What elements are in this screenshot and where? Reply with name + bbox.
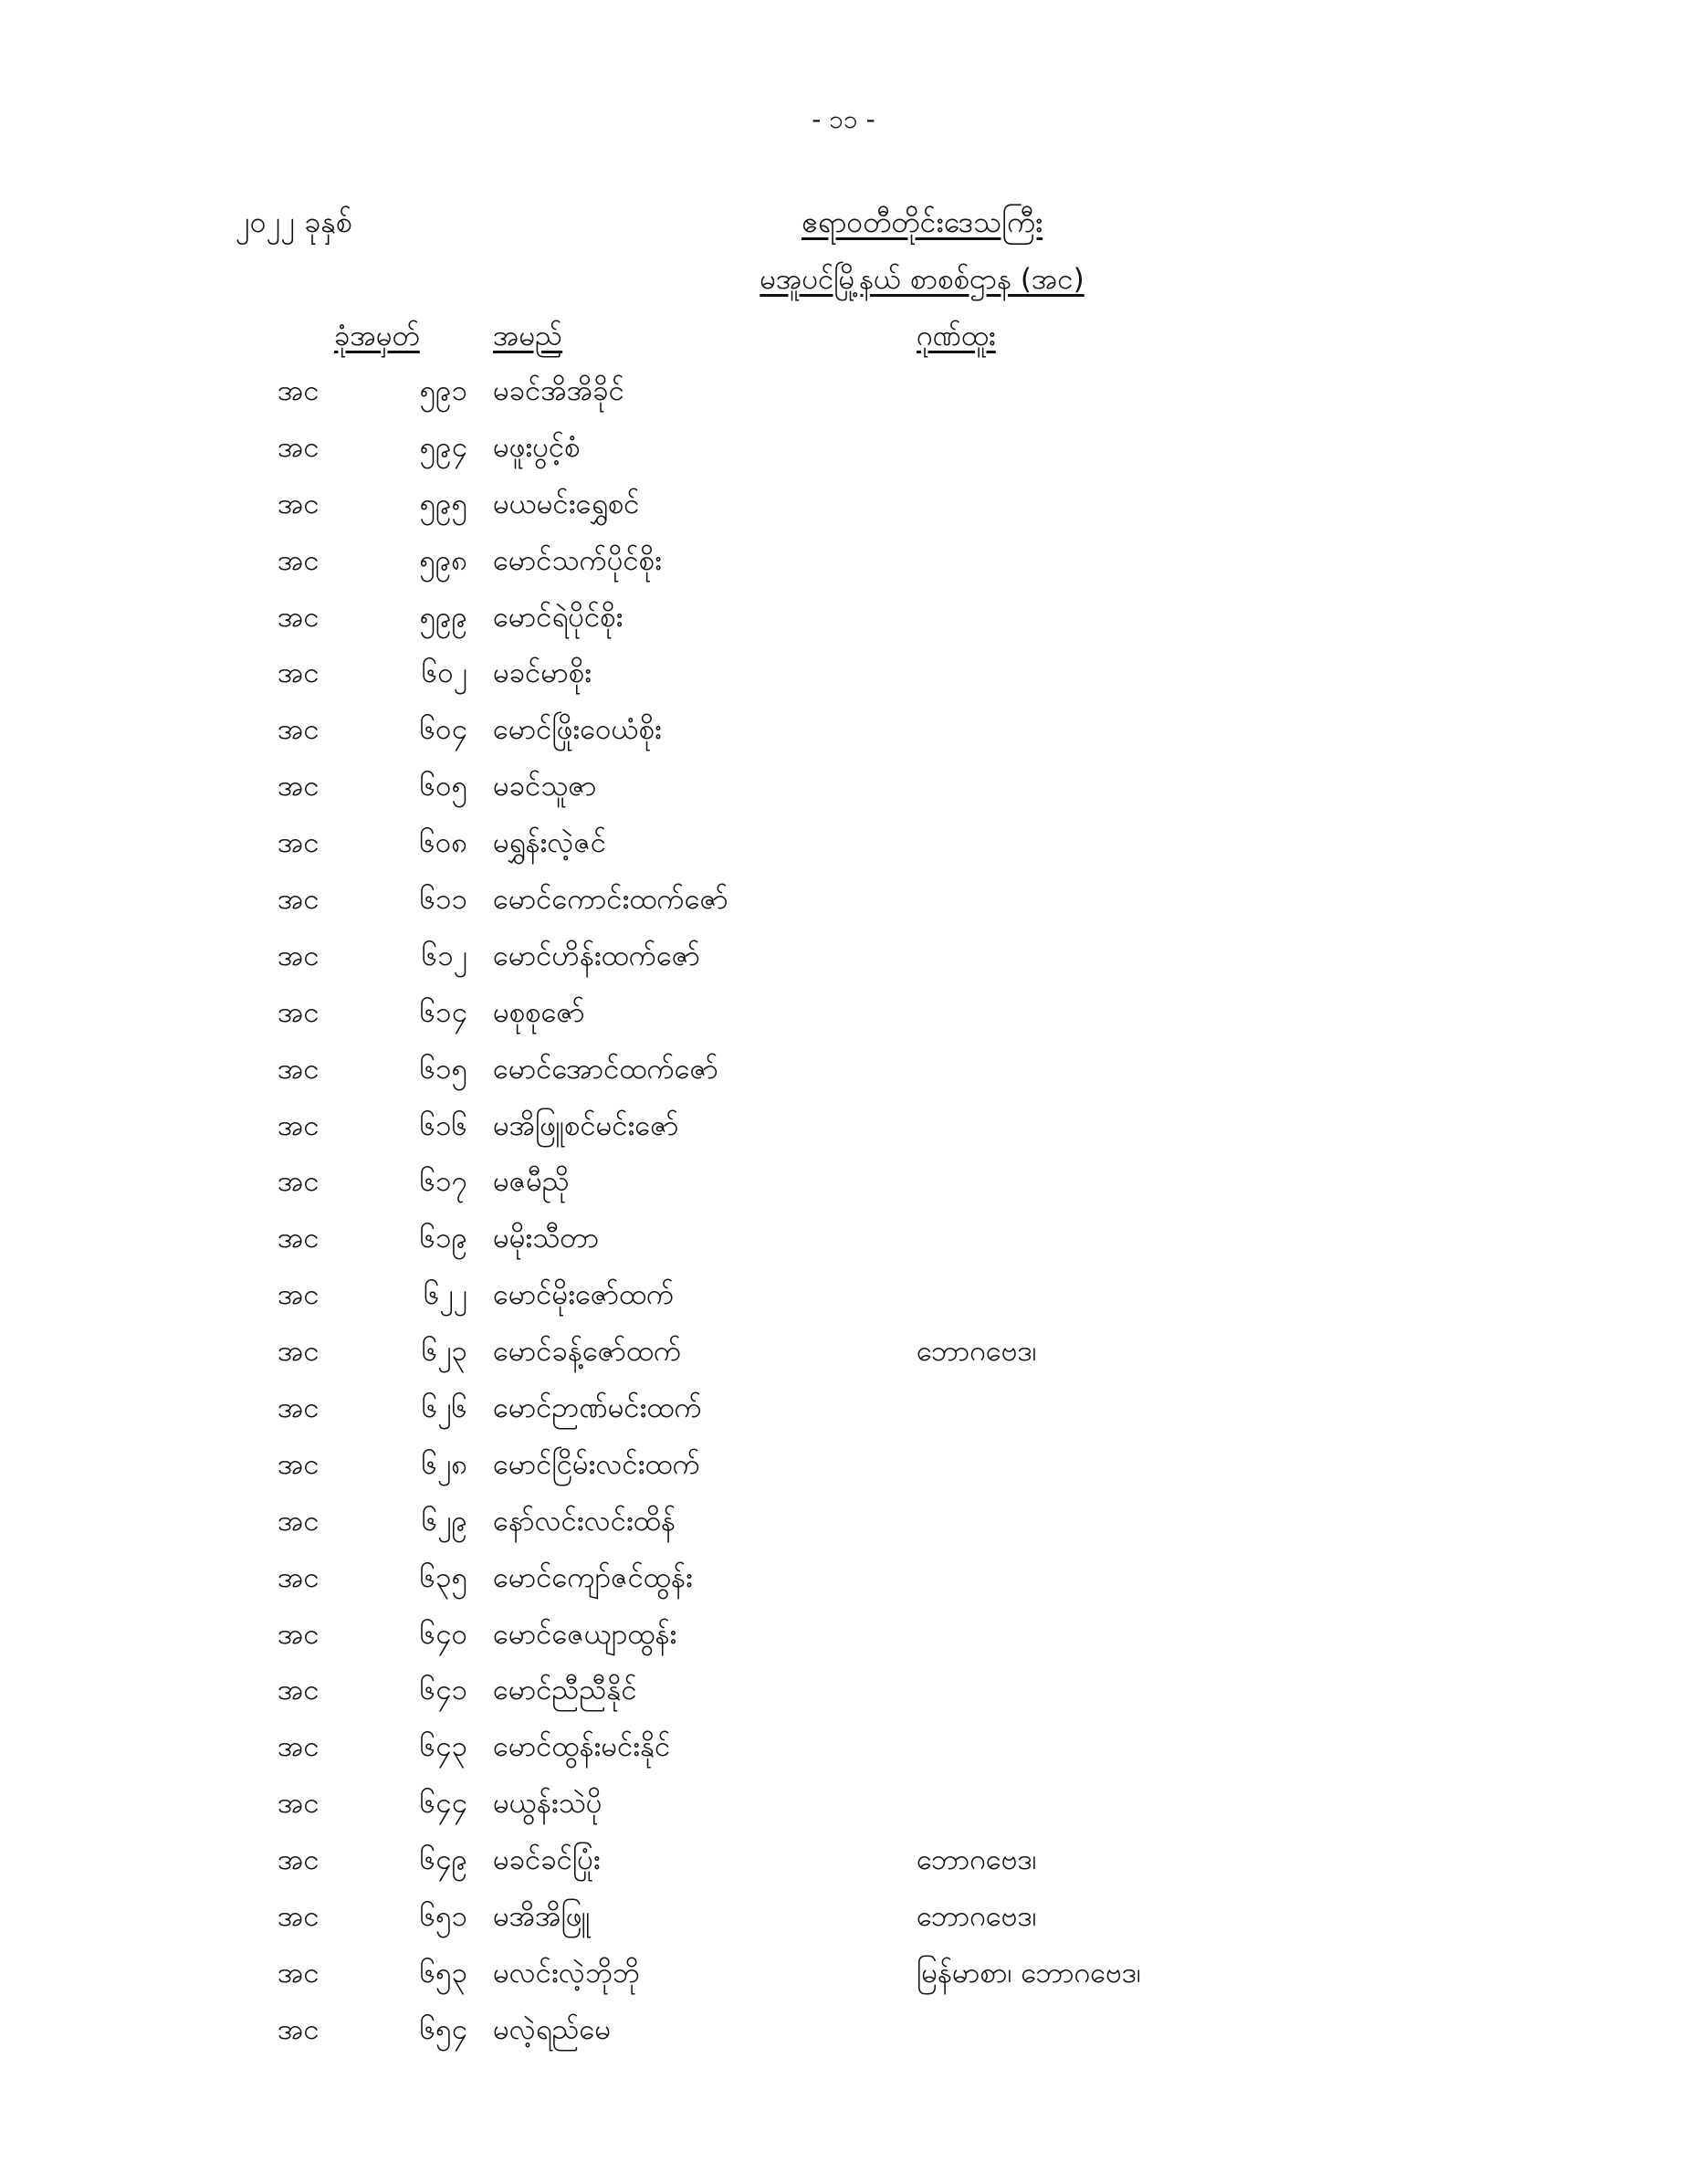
roll-number: ၅၉၈ <box>419 543 467 577</box>
student-name: မခင်သူဇာ <box>493 770 597 803</box>
roll-number: ၆၄၁ <box>419 1674 467 1707</box>
roll-number: ၆၁၅ <box>419 1052 467 1086</box>
roll-number: ၅၉၄ <box>419 430 467 464</box>
page-number: - ၁၁ - <box>812 104 875 134</box>
table-row <box>0 881 1687 938</box>
exam-center-code: အင <box>278 1222 320 1255</box>
student-name: မယမင်းရွှေစင် <box>493 487 640 520</box>
table-row <box>0 1785 1687 1842</box>
table-row <box>0 486 1687 542</box>
student-name: မောင်ထွန်းမင်းနိုင် <box>493 1730 671 1764</box>
roll-number: ၆၁၁ <box>419 883 467 917</box>
student-name: မခင်မာစိုး <box>493 656 592 690</box>
table-row <box>0 373 1687 429</box>
exam-center-code: အင <box>278 713 320 747</box>
table-row <box>0 1446 1687 1503</box>
student-name: မရွှန်းလဲ့ဇင် <box>493 826 607 860</box>
roll-number: ၆၁၉ <box>419 1222 467 1255</box>
exam-center-code: အင <box>278 770 320 803</box>
table-row <box>0 1559 1687 1616</box>
roll-number: ၆၄၃ <box>419 1730 467 1764</box>
roll-number: ၆၄၉ <box>419 1843 467 1877</box>
exam-center-code: အင <box>278 600 320 634</box>
roll-number: ၆၃၅ <box>419 1560 467 1594</box>
exam-center-code: အင <box>278 1447 320 1481</box>
student-name: မဇမီညို <box>493 1165 570 1199</box>
student-name: မမိုးသီတာ <box>493 1222 600 1255</box>
roll-number: ၆၂၆ <box>421 1391 467 1425</box>
table-row <box>0 1616 1687 1673</box>
student-name: မခင်ခင်ပြုံး <box>493 1843 601 1877</box>
table-row <box>0 1390 1687 1446</box>
exam-center-code: အင <box>278 543 320 577</box>
table-row <box>0 1108 1687 1164</box>
exam-center-code: အင <box>278 1730 320 1764</box>
roll-number: ၆၂၃ <box>421 1335 467 1369</box>
year-label: ၂၀၂၂ ခုနှစ် <box>236 205 352 239</box>
table-row <box>0 2011 1687 2068</box>
roll-number: ၆၁၂ <box>421 939 467 972</box>
student-name: နော်လင်းလင်းထိန် <box>493 1504 676 1538</box>
results-list <box>0 373 1687 2068</box>
student-name: မအိဖြူစင်မင်းဇော် <box>493 1108 679 1142</box>
exam-center-code: အင <box>278 430 320 464</box>
student-name: မောင်ကျော်ဇင်ထွန်း <box>493 1560 693 1594</box>
distinction-subjects: ဘောဂဗေဒ၊ <box>917 1900 1037 1934</box>
roll-number: ၆၄၄ <box>419 1787 467 1821</box>
table-row <box>0 1333 1687 1390</box>
student-name: မခင်အိအိခိုင် <box>493 374 624 407</box>
student-name: မောင်ဟိန်းထက်ဇော် <box>493 939 701 972</box>
exam-center-code: အင <box>278 1843 320 1877</box>
exam-center-code: အင <box>278 883 320 917</box>
exam-center-code: အင <box>278 487 320 520</box>
student-name: မောင်ခန့်ဇော်ထက် <box>493 1335 682 1369</box>
student-name: မောင်ရဲပိုင်စိုး <box>493 600 623 634</box>
table-row <box>0 1955 1687 2011</box>
table-row <box>0 1672 1687 1728</box>
roll-number: ၆၀၄ <box>419 713 467 747</box>
table-row <box>0 768 1687 824</box>
roll-number: ၆၀၂ <box>421 656 467 690</box>
exam-center-code: အင <box>278 1165 320 1199</box>
exam-center-code: အင <box>278 1787 320 1821</box>
table-row <box>0 542 1687 599</box>
exam-center-code: အင <box>278 995 320 1029</box>
exam-center-code: အင <box>278 1108 320 1142</box>
roll-number: ၅၉၁ <box>419 374 467 407</box>
student-name: မောင်အောင်ထက်ဇော် <box>493 1052 718 1086</box>
student-name: မောင်ငြိမ်းလင်းထက် <box>493 1447 700 1481</box>
exam-center-code: အင <box>278 1504 320 1538</box>
student-name: မလဲ့ရည်မေ <box>493 2012 612 2046</box>
student-name: မစုစုဇော် <box>493 995 585 1029</box>
table-row <box>0 994 1687 1051</box>
student-name: မောင်ဇေယျာထွန်း <box>493 1617 677 1651</box>
column-header-number: ခုံအမှတ် <box>334 320 420 352</box>
distinction-subjects: ဘောဂဗေဒ၊ <box>917 1335 1037 1369</box>
table-row <box>0 1898 1687 1955</box>
exam-center-code: အင <box>278 1617 320 1651</box>
exam-center-code: အင <box>278 826 320 860</box>
roll-number: ၆၅၁ <box>419 1900 467 1934</box>
roll-number: ၆၀၅ <box>419 770 467 803</box>
table-row <box>0 1728 1687 1785</box>
student-name: မလင်းလဲ့ဘိုဘို <box>493 1956 640 1990</box>
table-row <box>0 1842 1687 1898</box>
table-row <box>0 1163 1687 1220</box>
student-name: မောင်မိုးဇော်ထက် <box>493 1278 675 1312</box>
student-name: မအိအိဖြူ <box>493 1900 591 1934</box>
exam-center-code: အင <box>278 939 320 972</box>
table-row <box>0 711 1687 768</box>
exam-center-code: အင <box>278 374 320 407</box>
table-row <box>0 824 1687 881</box>
roll-number: ၆၂၂ <box>424 1278 467 1312</box>
roll-number: ၆၀၈ <box>419 826 467 860</box>
exam-center-code: အင <box>278 656 320 690</box>
roll-number: ၆၁၇ <box>419 1165 467 1199</box>
student-name: မောင်ဖြိုးဝေယံစိုး <box>493 713 662 747</box>
exam-center-code: အင <box>278 1278 320 1312</box>
roll-number: ၆၄၀ <box>419 1617 467 1651</box>
student-name: မယွန်းသဲပို <box>493 1787 602 1821</box>
exam-center-code: အင <box>278 1956 320 1990</box>
roll-number: ၅၉၉ <box>419 600 467 634</box>
roll-number: ၆၅၃ <box>419 1956 467 1990</box>
roll-number: ၆၁၄ <box>419 995 467 1029</box>
table-row <box>0 1051 1687 1108</box>
roll-number: ၆၂၈ <box>421 1447 467 1481</box>
table-row <box>0 1276 1687 1333</box>
exam-center-code: အင <box>278 1391 320 1425</box>
student-name: မောင်ဉာဏ်မင်းထက် <box>493 1391 702 1425</box>
student-name: မောင်သက်ပိုင်စိုး <box>493 543 662 577</box>
exam-center-code: အင <box>278 1335 320 1369</box>
table-row <box>0 599 1687 656</box>
column-header-distinctions: ဂုဏ်ထူး <box>917 320 996 352</box>
table-row <box>0 938 1687 994</box>
table-row <box>0 655 1687 711</box>
region-title: ဧရာဝတီတိုင်းဒေသကြီး <box>801 205 1043 239</box>
roll-number: ၅၉၅ <box>419 487 467 520</box>
student-name: မောင်ညီညီနိုင် <box>493 1674 637 1707</box>
student-name: မဖူးပွင့်စံ <box>493 430 581 464</box>
distinction-subjects: ဘောဂဗေဒ၊ <box>917 1843 1037 1877</box>
roll-number: ၆၂၉ <box>421 1504 467 1538</box>
distinction-subjects: မြန်မာစာ၊ ဘောဂဗေဒ၊ <box>917 1956 1141 1990</box>
table-row <box>0 429 1687 486</box>
table-row <box>0 1220 1687 1276</box>
student-name: မောင်ကောင်းထက်ဇော် <box>493 883 728 917</box>
exam-center-code: အင <box>278 1674 320 1707</box>
table-row <box>0 1503 1687 1559</box>
exam-center-code: အင <box>278 1052 320 1086</box>
exam-center-code: အင <box>278 1560 320 1594</box>
exam-center-code: အင <box>278 2012 320 2046</box>
exam-center-title: မအူပင်မြို့နယ် စာစစ်ဌာန (အင) <box>760 263 1084 296</box>
column-header-name: အမည် <box>493 320 563 352</box>
exam-center-code: အင <box>278 1900 320 1934</box>
roll-number: ၆၅၄ <box>419 2012 467 2046</box>
roll-number: ၆၁၆ <box>419 1108 467 1142</box>
